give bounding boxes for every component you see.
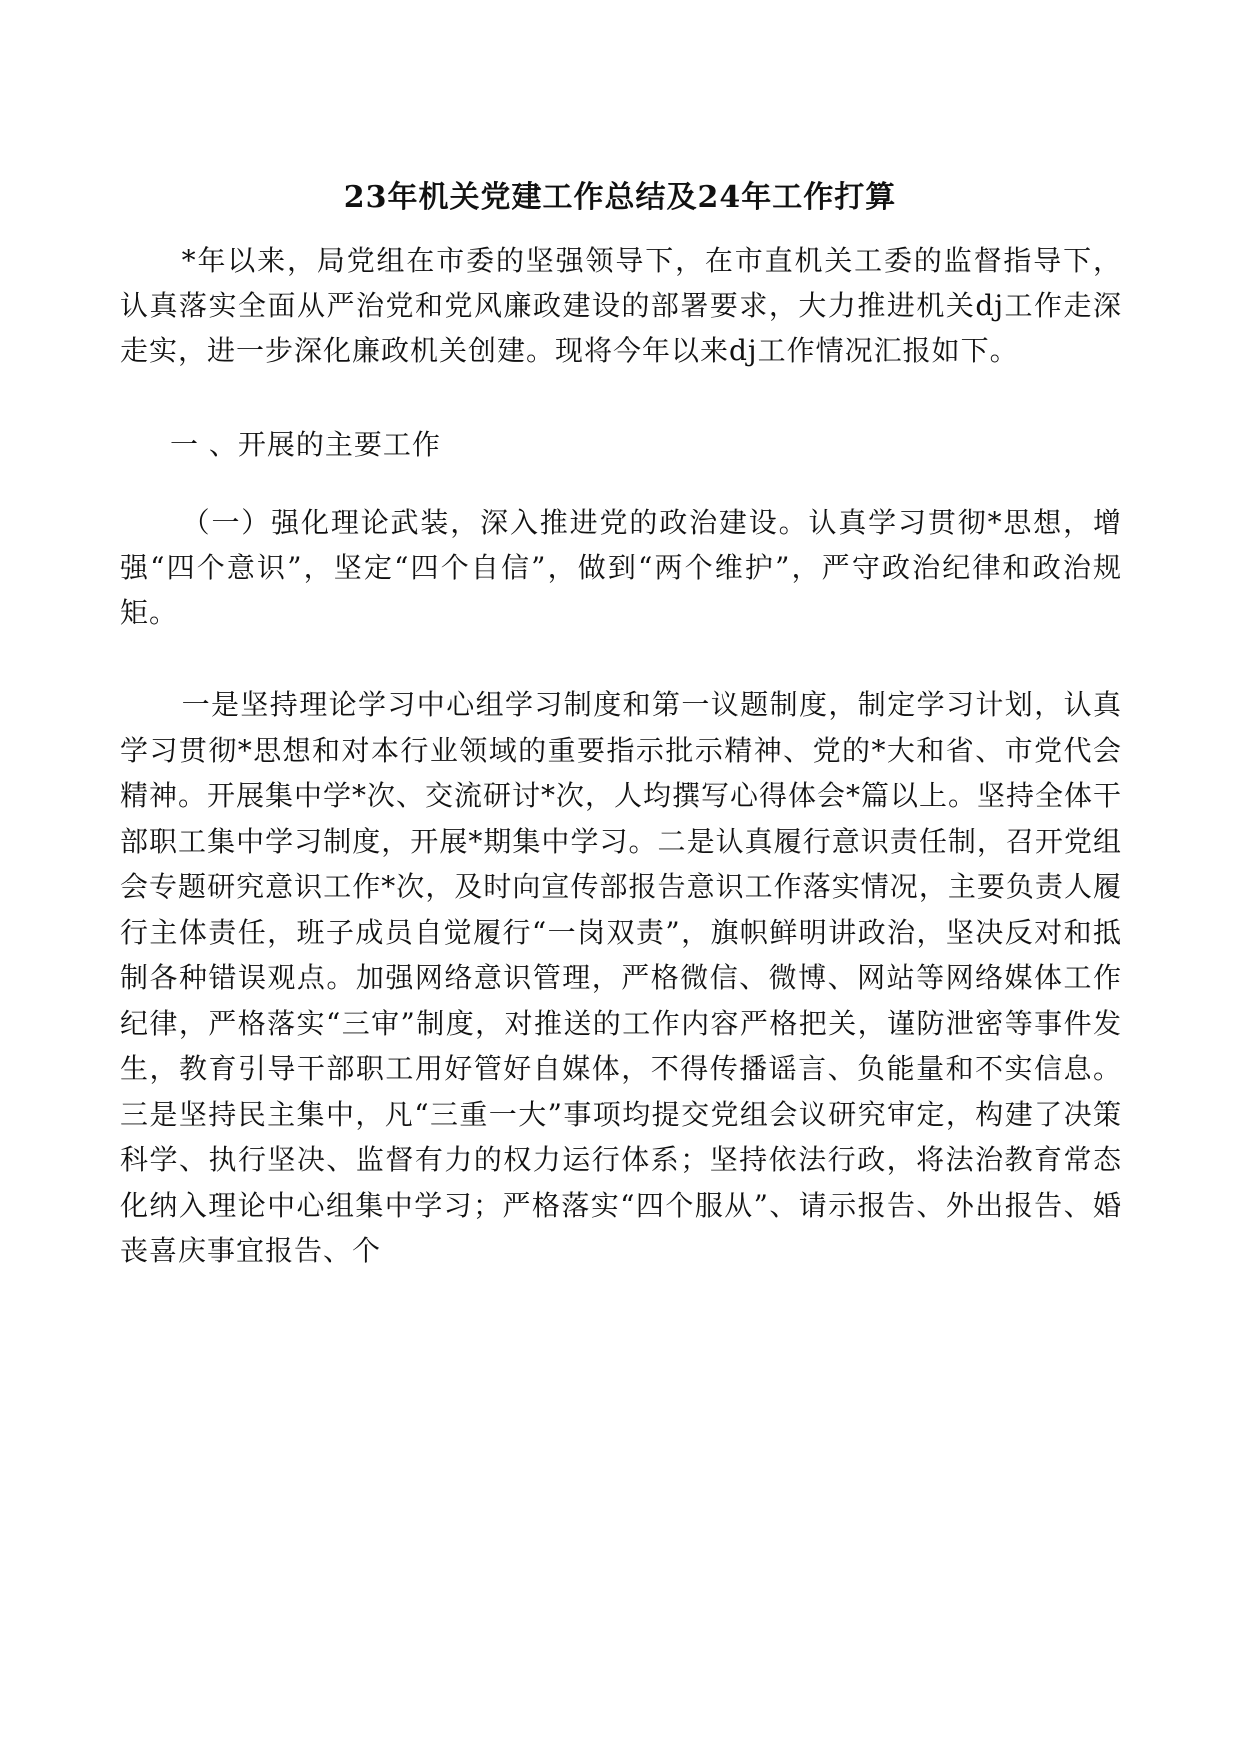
subsection-paragraph: （一）强化理论武装，深入推进党的政治建设。认真学习贯彻*思想，增强“四个意识”，坚定“四个自信”，做到“两个维护”，严守政治纪律和政治规矩。 (120, 506, 1122, 629)
detail-paragraph: 一是坚持理论学习中心组学习制度和第一议题制度，制定学习计划，认真学习贯彻*思想和对本行业领域的重要指示批示精神、党的*大和省、市党代会精神。开展集中学*次、交流研讨*次，人均撰写心得体会*篇以上。坚持全体干部职工集中学习制度，开展*期集中学习。二是认真履行意识责任制，召开党组会专题研究意识工作*次，及时向宣传部报告意识工作落实情况，主要负责人履行主体责任，班子成员自觉履行“一岗双责”，旗帜鲜明讲政治，坚决反对和抵制各种错误观点。加强网络意识管理，严格微信、微博、网站等网络媒体工作纪律，严格落实“三审”制度，对推送的工作内容严格把关，谨防泄密等事件发生，教育引导干部职工用好管好自媒体，不得传播谣言、负能量和不实信息。三是坚持民主集中，凡“三重一大”事项均提交党组会议研究审定，构建了决策科学、执行坚决、监督有力的权力运行体系；坚持依法行政，将法治教育常态化纳入理论中心组集中学习；严格落实“四个服从”、请示报告、外出报告、婚丧喜庆事宜报告、个 (120, 688, 1123, 1267)
section-heading: 一 、开展的主要工作 (170, 428, 441, 461)
document-title: 23年机关党建工作总结及24年工作打算 (343, 180, 897, 215)
intro-paragraph: *年以来，局党组在市委的坚强领导下，在市直机关工委的监督指导下，认真落实全面从严治党和党风廉政建设的部署要求，大力推进机关dj工作走深走实，进一步深化廉政机关创建。现将今年以来dj工作情况汇报如下。 (120, 244, 1122, 367)
